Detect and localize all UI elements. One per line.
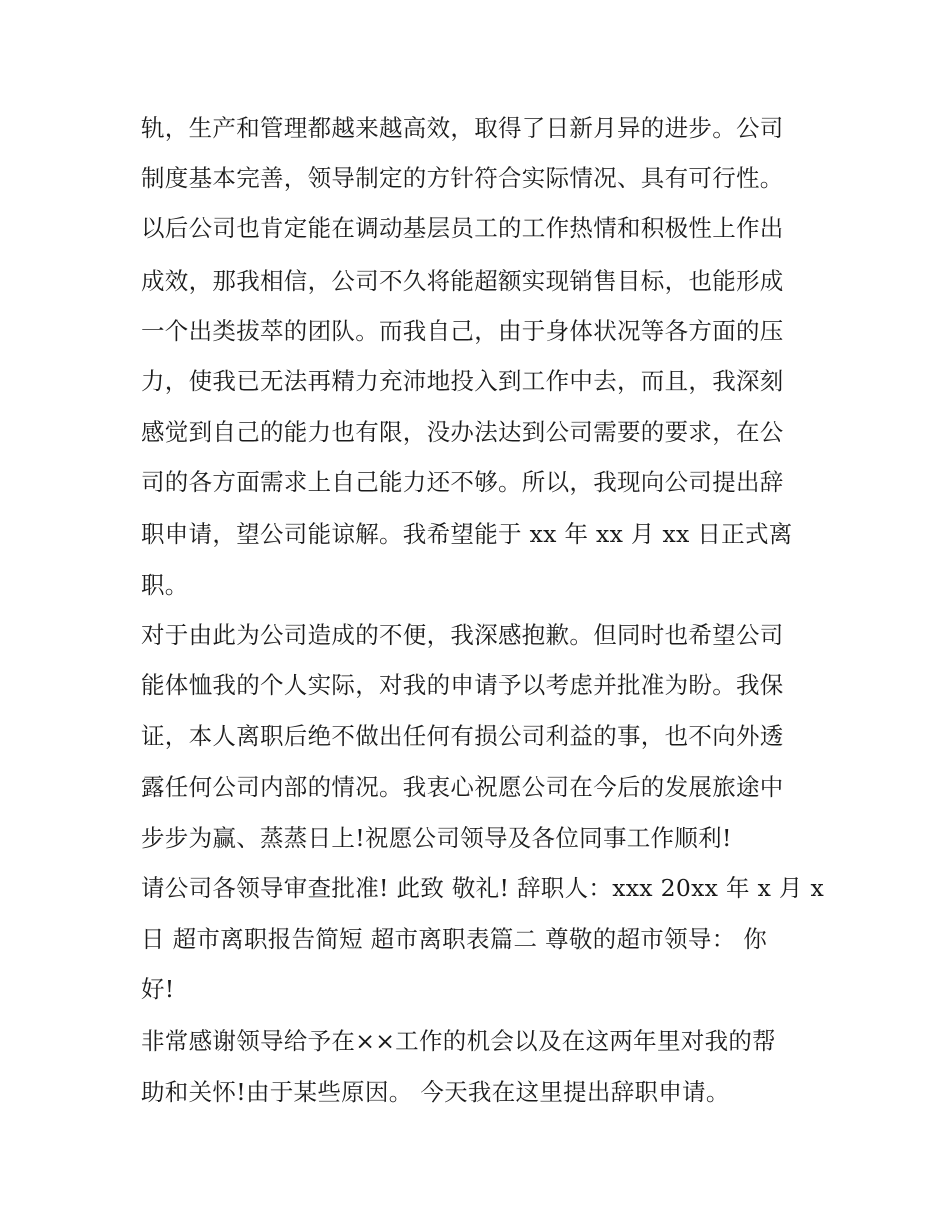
text-line: 助和关怀!由于某些原因。 今天我在这里提出辞职申请。: [141, 1078, 730, 1106]
text-line: 感觉到自己的能力也有限，没办法达到公司需要的要求，在公: [141, 418, 784, 446]
text-line: 轨，生产和管理都越来越高效，取得了日新月异的进步。公司: [141, 114, 784, 142]
text-line: 职申请，望公司能谅解。我希望能于 xx 年 xx 月 xx 日正式离: [141, 520, 793, 548]
text-line: 步步为赢、蒸蒸日上!祝愿公司领导及各位同事工作顺利!: [141, 824, 732, 852]
text-line: 对于由此为公司造成的不便，我深感抱歉。但同时也希望公司: [141, 621, 784, 649]
text-line: 证，本人离职后绝不做出任何有损公司利益的事，也不向外透: [141, 722, 784, 750]
text-line: 以后公司也肯定能在调动基层员工的工作热情和积极性上作出: [141, 214, 784, 242]
text-line: 成效，那我相信，公司不久将能超额实现销售目标，也能形成: [141, 267, 784, 295]
text-line: 日 超市离职报告简短 超市离职表篇二 尊敬的超市领导： 你: [141, 925, 768, 953]
text-line: 非常感谢领导给予在××工作的机会以及在这两年里对我的帮: [141, 1027, 776, 1055]
text-line: 制度基本完善，领导制定的方针符合实际情况、具有可行性。: [141, 164, 784, 192]
text-line: 职。: [141, 571, 189, 599]
text-line: 力，使我已无法再精力充沛地投入到工作中去，而且，我深刻: [141, 367, 784, 395]
text-line: 司的各方面需求上自己能力还不够。所以，我现向公司提出辞: [141, 468, 784, 496]
text-line: 能体恤我的个人实际，对我的申请予以考虑并批准为盼。我保: [141, 671, 784, 699]
text-line: 请公司各领导审查批准! 此致 敬礼! 辞职人：xxx 20xx 年 x 月 x: [141, 874, 825, 902]
text-line: 露任何公司内部的情况。我衷心祝愿公司在今后的发展旅途中: [141, 773, 784, 801]
text-line: 一个出类拔萃的团队。而我自己，由于身体状况等各方面的压: [141, 317, 784, 345]
text-line: 好!: [141, 975, 175, 1003]
